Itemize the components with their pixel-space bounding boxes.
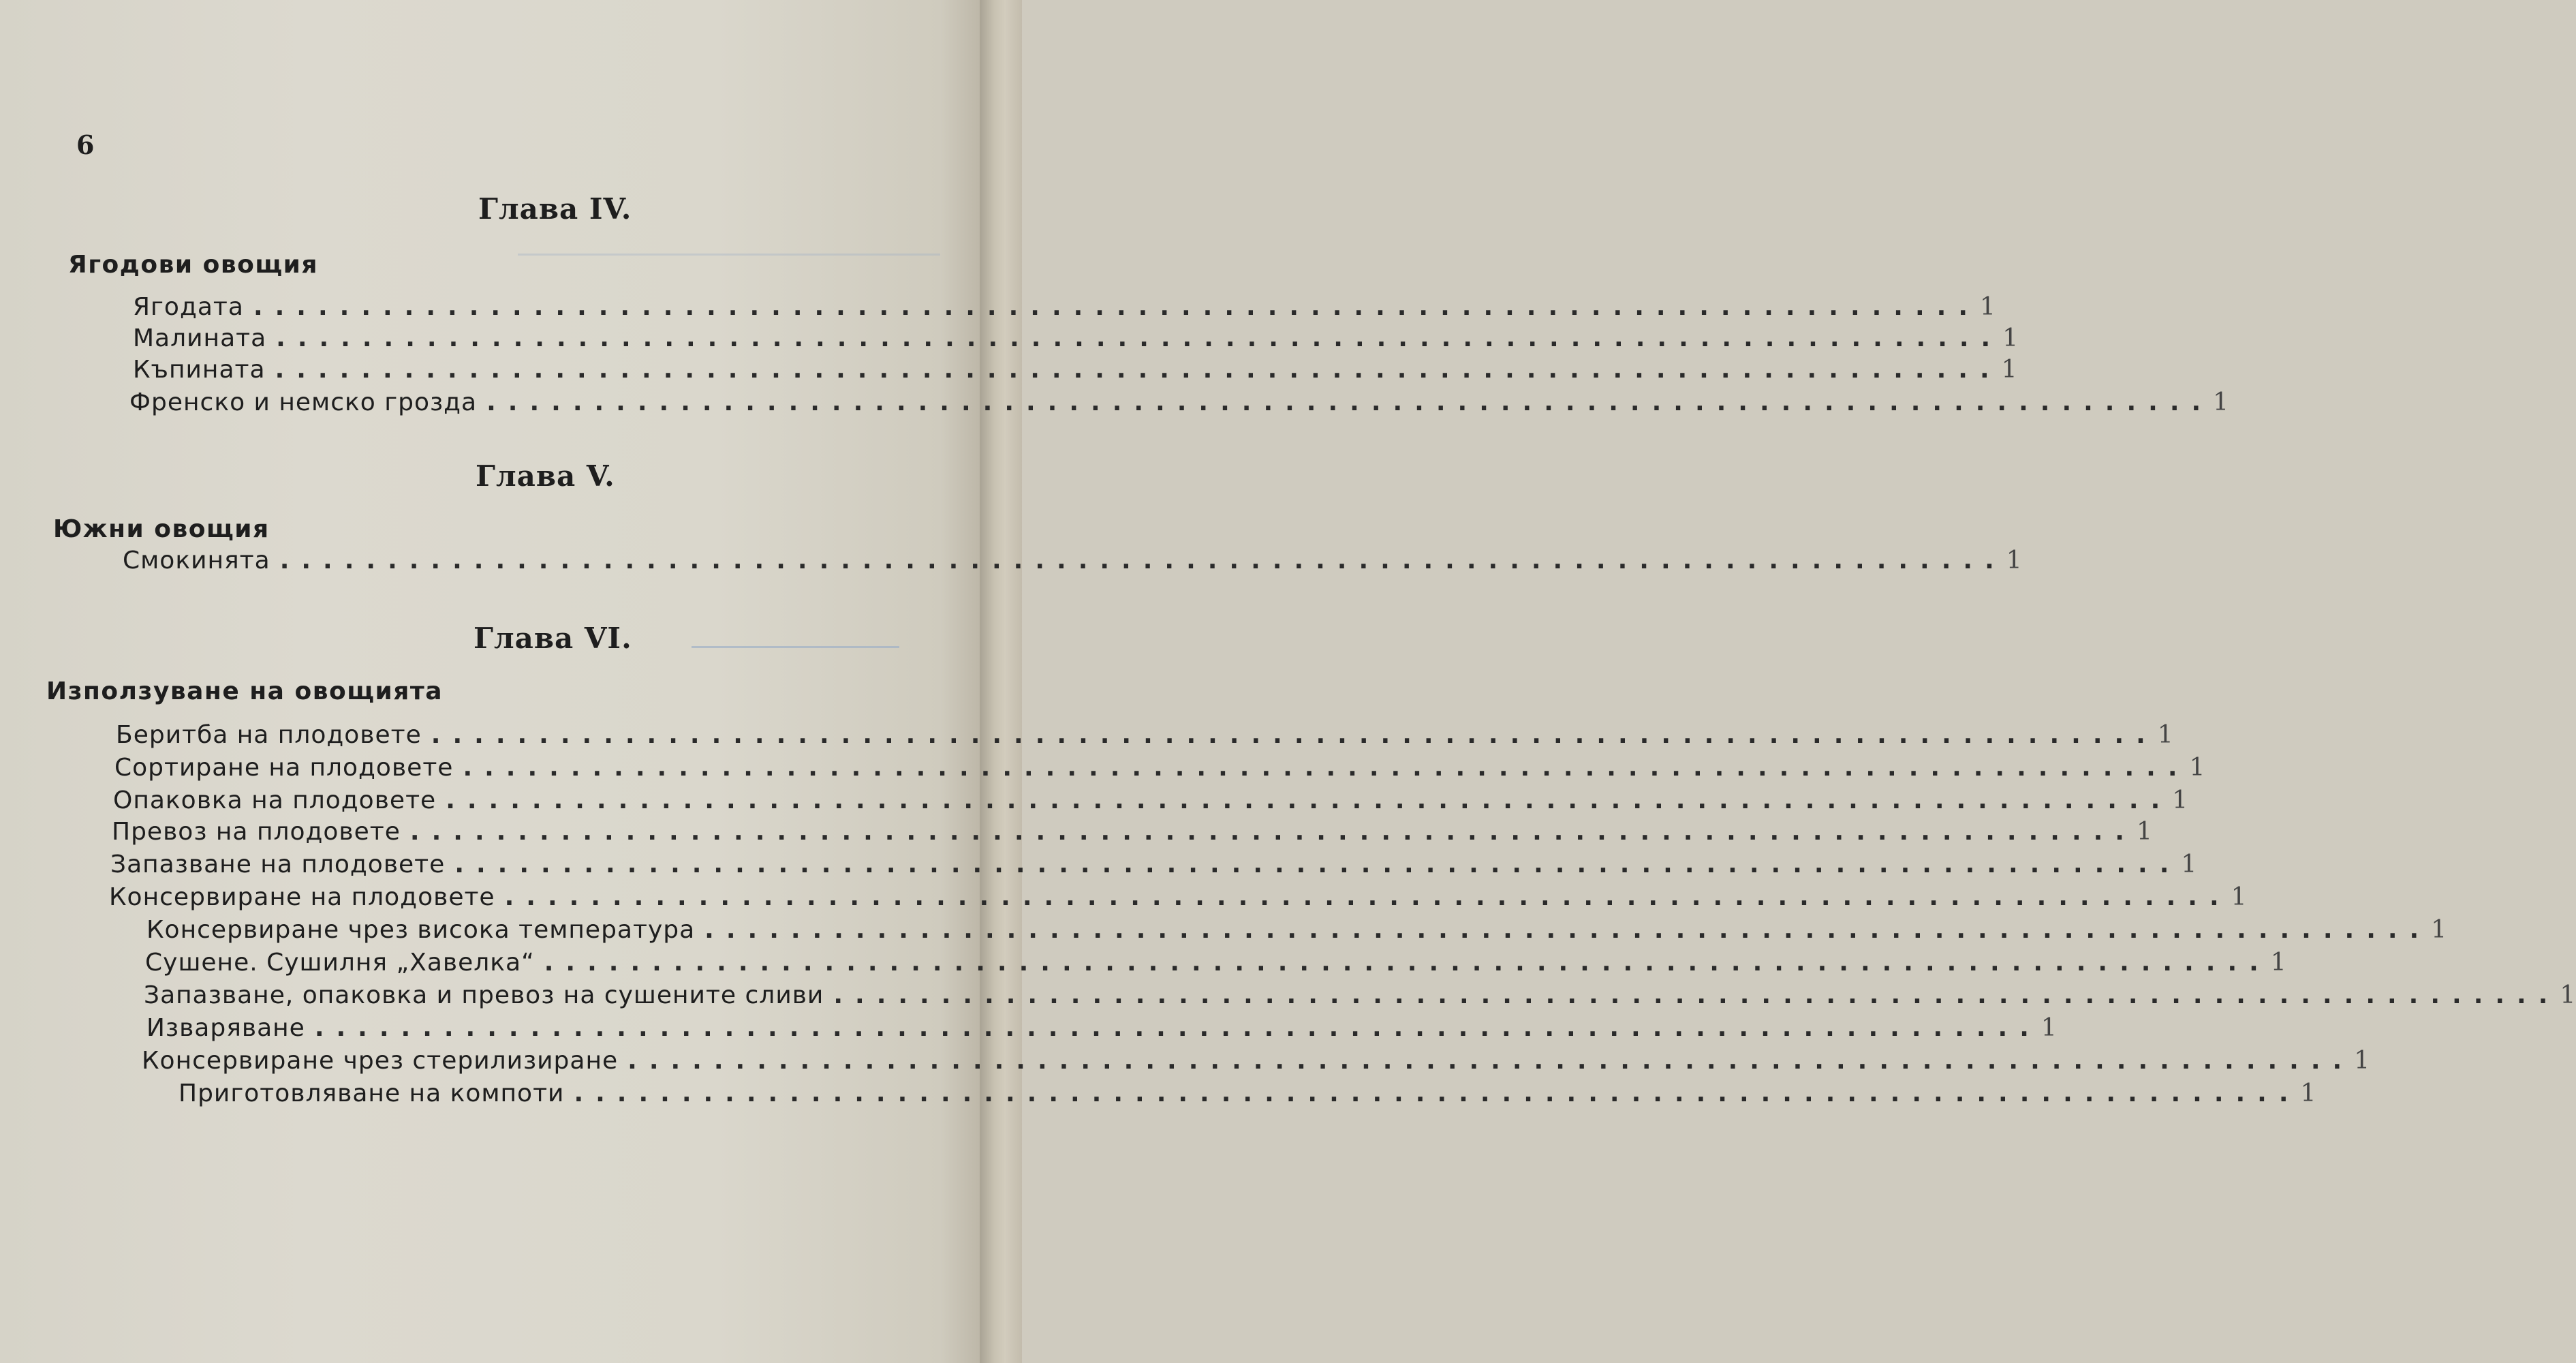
toc-entry-page: 1	[2172, 786, 2189, 814]
section-title: Ягодови овощия	[68, 251, 318, 279]
toc-entry-label: Френско и немско грозда	[129, 388, 478, 416]
toc-entry-page: 1	[2006, 547, 2023, 575]
toc-entry[interactable]	[113, 786, 2189, 818]
dot-leader: ................................................................................	[833, 981, 2560, 1009]
toc-entry-page: 1	[2002, 324, 2019, 352]
toc-entry-label: Къпината	[133, 356, 266, 384]
toc-entry-page: 1	[2270, 949, 2287, 977]
toc-entry[interactable]	[133, 293, 1996, 324]
toc-entry[interactable]	[123, 547, 2023, 578]
page-gutter	[980, 0, 1022, 1363]
toc-entry-page: 1	[2181, 851, 2198, 878]
toc-entry-label: Запазване, опаковка и превоз на сушените сливи	[144, 981, 824, 1009]
toc-entry-page: 1	[2157, 721, 2174, 749]
dot-leader: ................................................................................	[704, 916, 2432, 944]
dot-leader: ................................................................................	[409, 818, 2137, 846]
page-number: 6	[76, 129, 95, 160]
toc-entry-label: Приготовляване на компоти	[179, 1079, 565, 1107]
toc-entry[interactable]	[142, 1047, 2371, 1078]
toc-entry-page: 1	[2189, 754, 2206, 782]
dot-leader: ................................................................................	[279, 547, 2006, 575]
toc-entry[interactable]	[179, 1079, 2317, 1111]
dot-leader: ................................................................................	[463, 754, 2190, 782]
toc-entry-page: 1	[2001, 356, 2018, 384]
toc-entry-label: Ягодата	[133, 293, 244, 321]
toc-entry-label: Изваряване	[146, 1014, 305, 1042]
toc-entry[interactable]	[112, 818, 2153, 849]
toc-entry-page: 1	[2560, 981, 2576, 1009]
toc-entry-label: Консервиране чрез висока температура	[146, 916, 696, 944]
toc-entry-page: 1	[2431, 916, 2448, 944]
dot-leader: ................................................................................	[314, 1014, 2041, 1042]
toc-entry[interactable]	[129, 388, 2230, 420]
dot-leader: ................................................................................	[253, 293, 1980, 321]
dot-leader: ................................................................................	[627, 1047, 2355, 1075]
toc-entry-page: 1	[2354, 1047, 2371, 1075]
toc-entry-label: Консервиране чрез стерилизиране	[142, 1047, 619, 1075]
toc-entry-label: Смокинята	[123, 547, 270, 575]
toc-entry[interactable]	[133, 324, 2019, 356]
ink-stain-line	[692, 646, 899, 648]
section-title: Южни овощия	[53, 515, 270, 543]
toc-entry-page: 1	[2300, 1079, 2317, 1107]
toc-entry[interactable]	[110, 851, 2198, 882]
toc-entry-label: Сушене. Сушилня „Хавелка“	[145, 949, 535, 977]
chapter-heading: Глава V.	[476, 459, 615, 493]
dot-leader: ................................................................................	[275, 356, 2002, 384]
dot-leader: ................................................................................	[454, 851, 2182, 878]
toc-entry-label: Сортиране на плодовете	[114, 754, 454, 782]
toc-entry-label: Консервиране на плодовете	[109, 883, 495, 911]
toc-entry[interactable]	[116, 721, 2174, 752]
dot-leader: ................................................................................	[431, 721, 2158, 749]
toc-entry[interactable]	[145, 949, 2287, 980]
toc-entry-label: Превоз на плодовете	[112, 818, 401, 846]
toc-entry[interactable]	[114, 754, 2206, 785]
toc-entry[interactable]	[109, 883, 2248, 915]
chapter-heading: Глава IV.	[478, 192, 632, 226]
section-title: Използуване на овощията	[46, 677, 444, 705]
toc-entry-page: 1	[2136, 818, 2153, 846]
toc-entry-page: 1	[1980, 293, 1996, 321]
toc-entry[interactable]	[144, 981, 2576, 1013]
toc-entry[interactable]	[146, 1014, 2058, 1045]
dot-leader: ................................................................................	[486, 388, 2214, 416]
toc-entry[interactable]	[133, 356, 2018, 387]
toc-entry[interactable]	[146, 916, 2448, 947]
toc-entry-label: Малината	[133, 324, 267, 352]
toc-entry-page: 1	[2213, 388, 2230, 416]
toc-entry-label: Опаковка на плодовете	[113, 786, 437, 814]
dot-leader: ................................................................................	[574, 1079, 2301, 1107]
dot-leader: ................................................................................	[504, 883, 2231, 911]
toc-entry-page: 1	[2040, 1014, 2058, 1042]
dot-leader: ................................................................................	[276, 324, 2003, 352]
dot-leader: ................................................................................	[544, 949, 2271, 977]
ink-stain-line	[518, 254, 940, 256]
toc-entry-label: Беритба на плодовете	[116, 721, 422, 749]
dot-leader: ................................................................................	[446, 786, 2173, 814]
toc-entry-label: Запазване на плодовете	[110, 851, 446, 878]
toc-entry-page: 1	[2231, 883, 2248, 911]
chapter-heading: Глава VI.	[474, 622, 632, 655]
